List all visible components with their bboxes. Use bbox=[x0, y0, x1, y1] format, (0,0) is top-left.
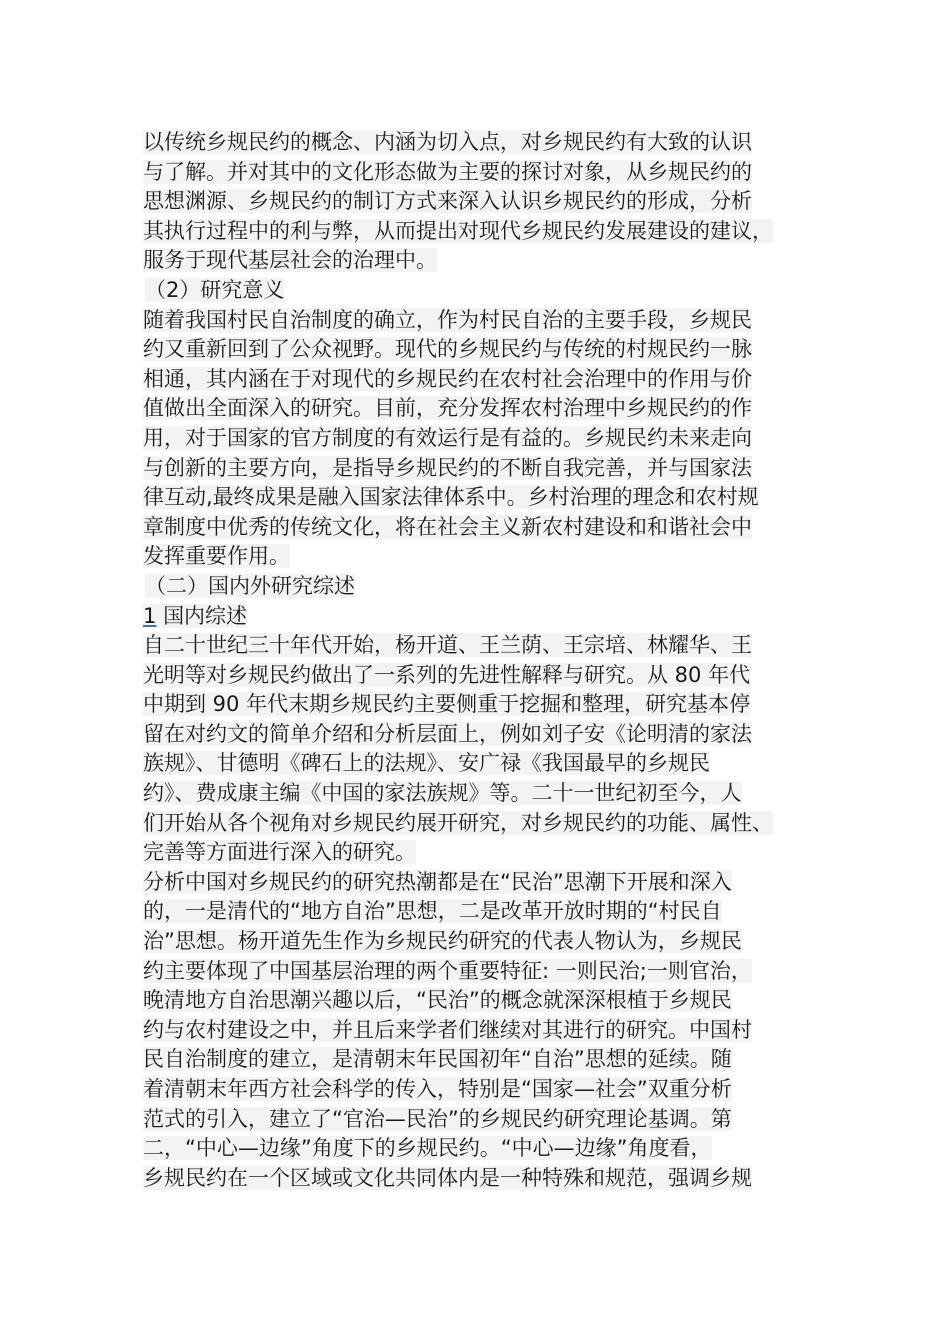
paragraph-minzhi-analysis bbox=[143, 868, 823, 1194]
heading-literature-review: （二）国内外研究综述 bbox=[145, 573, 355, 598]
text-line: 范式的引入，建立了“官治—民治”的乡规民约研究理论基调。第 bbox=[143, 1106, 732, 1131]
document-body bbox=[143, 128, 823, 1193]
text-line: 其执行过程中的利与弊，从而提出对现代乡规民约发展建设的建议， bbox=[143, 218, 773, 243]
text-line: 分析中国对乡规民约的研究热潮都是在“民治”思潮下开展和深入 bbox=[143, 869, 732, 894]
text-line: 值做出全面深入的研究。目前，充分发挥农村治理中乡规民约的作 bbox=[143, 396, 752, 421]
text-line: 相通，其内涵在于对现代的乡规民约在农村社会治理中的作用与价 bbox=[143, 366, 752, 391]
text-line: 们开始从各个视角对乡规民约展开研究，对乡规民约的功能、属性、 bbox=[143, 810, 773, 835]
text-line: 二，“中心—边缘”角度下的乡规民约。“中心—边缘”角度看， bbox=[143, 1136, 712, 1161]
text-line: 约》、费成康主编《中国的家法族规》等。二十一世纪初至今，人 bbox=[143, 781, 742, 806]
text-line: 民自治制度的建立，是清朝末年民国初年“自治”思想的延续。随 bbox=[143, 1047, 732, 1072]
text-line: 以传统乡规民约的概念、内涵为切入点，对乡规民约有大致的认识 bbox=[143, 130, 752, 154]
text-line: 乡规民约在一个区域或文化共同体内是一种特殊和规范，强调乡规 bbox=[143, 1165, 752, 1190]
text-line: 约又重新回到了公众视野。现代的乡规民约与传统的村规民约一脉 bbox=[143, 337, 752, 362]
heading-research-significance: （2）研究意义 bbox=[145, 277, 285, 302]
text-line: 治”思想。杨开道先生作为乡规民约研究的代表人物认为，乡规民 bbox=[143, 929, 742, 954]
text-line: 光明等对乡规民约做出了一系列的先进性解释与研究。从 80 年代 bbox=[143, 662, 751, 687]
text-line: 完善等方面进行深入的研究。 bbox=[143, 840, 416, 865]
text-line: 律互动,最终成果是融入国家法律体系中。乡村治理的理念和农村规 bbox=[143, 485, 759, 510]
text-line: 与创新的主要方向，是指导乡规民约的不断自我完善，并与国家法 bbox=[143, 455, 752, 480]
paragraph-research-significance bbox=[143, 306, 823, 572]
text-line: 随着我国村民自治制度的确立，作为村民自治的主要手段，乡规民 bbox=[143, 307, 752, 332]
text-line: 服务于现代基层社会的治理中。 bbox=[143, 248, 437, 273]
text-line: 族规》、甘德明《碑石上的法规》、安广禄《我国最早的乡规民 bbox=[143, 751, 710, 776]
text-line: 中期到 90 年代末期乡规民约主要侧重于挖掘和整理，研究基本停 bbox=[143, 692, 751, 717]
paragraph-domestic-history bbox=[143, 631, 823, 868]
text-line: 用，对于国家的官方制度的有效运行是有益的。乡规民约未来走向 bbox=[143, 425, 752, 450]
text-line: 与了解。并对其中的文化形态做为主要的探讨对象，从乡规民约的 bbox=[143, 159, 752, 184]
text-line: 思想渊源、乡规民约的制订方式来深入认识乡规民约的形成，分析 bbox=[143, 189, 752, 214]
text-line: 留在对约文的简单介绍和分析层面上，例如刘子安《论明清的家法 bbox=[143, 721, 752, 746]
text-line: 自二十世纪三十年代开始，杨开道、王兰荫、王宗培、林耀华、王 bbox=[143, 633, 752, 658]
text-line: 章制度中优秀的传统文化，将在社会主义新农村建设和和谐社会中 bbox=[143, 514, 752, 539]
text-line: 约主要体现了中国基层治理的两个重要特征: 一则民治;一则官治， bbox=[143, 958, 752, 983]
text-line: 约与农村建设之中，并且后来学者们继续对其进行的研究。中国村 bbox=[143, 1017, 752, 1042]
heading-domestic-review: 1 国内综述 bbox=[143, 603, 248, 628]
text-line: 晚清地方自治思潮兴趣以后，“民治”的概念就深深根植于乡规民 bbox=[143, 988, 732, 1013]
text-line: 着清朝末年西方社会科学的传入，特别是“国家—社会”双重分析 bbox=[143, 1077, 732, 1101]
paragraph-research-approach bbox=[143, 128, 823, 276]
text-line: 的，一是清代的“地方自治”思想，二是改革开放时期的“村民自 bbox=[143, 899, 722, 924]
text-line: 发挥重要作用。 bbox=[143, 544, 290, 569]
